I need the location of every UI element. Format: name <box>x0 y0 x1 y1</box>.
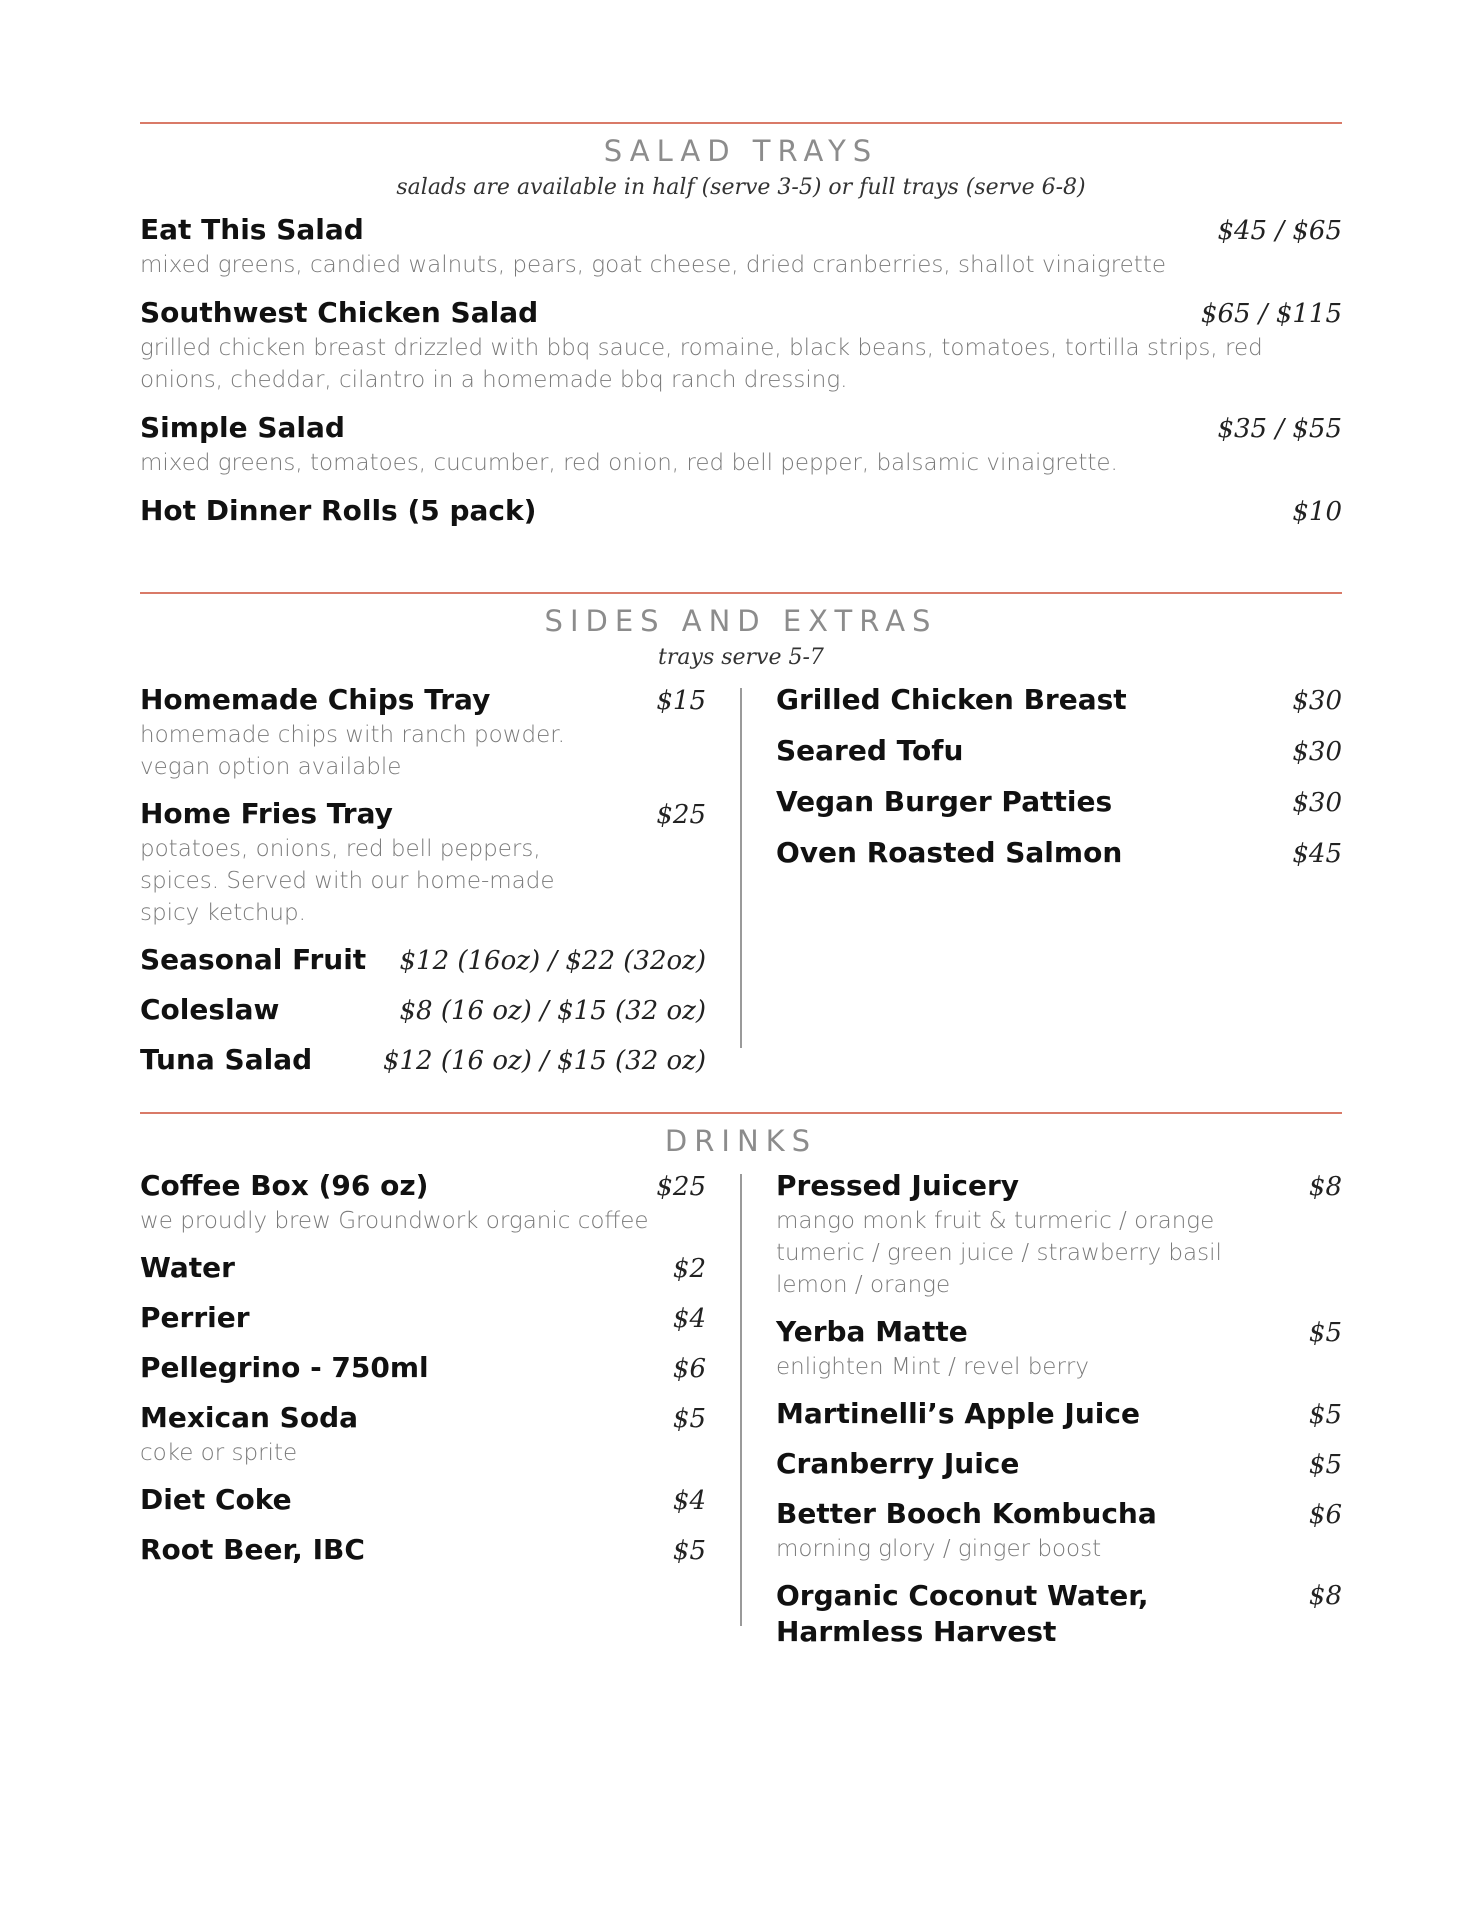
menu-item <box>140 1482 706 1519</box>
menu-item <box>776 1314 1342 1383</box>
item-description: homemade chips with ranch powder. vegan option available <box>140 722 565 780</box>
item-name: Oven Roasted Salmon <box>776 836 1123 869</box>
salad-trays-section <box>140 122 1342 544</box>
item-price: $5 <box>1308 1450 1342 1480</box>
item-price: $5 <box>1308 1318 1342 1348</box>
item-name: Seared Tofu <box>776 734 964 767</box>
menu-item <box>140 1350 706 1387</box>
item-price: $4 <box>672 1486 706 1516</box>
sides-right-column <box>776 682 1342 1092</box>
item-name: Tuna Salad <box>140 1043 313 1076</box>
item-name: Perrier <box>140 1301 250 1334</box>
section-subtitle: trays serve 5-7 <box>658 645 824 670</box>
section-divider <box>140 122 1342 124</box>
item-name: Homemade Chips Tray <box>140 683 491 716</box>
column-divider <box>740 1174 742 1626</box>
section-divider <box>140 592 1342 594</box>
item-price: $5 <box>672 1404 706 1434</box>
menu-item <box>776 784 1342 821</box>
menu-item <box>776 1446 1342 1483</box>
item-name: Pellegrino - 750ml <box>140 1351 429 1384</box>
salad-items <box>140 212 1342 530</box>
item-price: $30 <box>1292 737 1342 767</box>
item-price: $10 <box>1292 497 1342 527</box>
item-price: $30 <box>1292 788 1342 818</box>
item-price: $8 <box>1308 1581 1342 1611</box>
menu-item <box>140 682 706 783</box>
menu-item <box>776 835 1342 872</box>
item-description: mixed greens, candied walnuts, pears, goat cheese, dried cranberries, shallot vinaigrette <box>140 252 1166 278</box>
item-name: Root Beer, IBC <box>140 1533 365 1566</box>
drinks-left-column <box>140 1168 706 1663</box>
item-price: $30 <box>1292 686 1342 716</box>
item-price: $5 <box>672 1536 706 1566</box>
item-description: we proudly brew Groundwork organic coffee <box>140 1208 649 1234</box>
item-name: Eat This Salad <box>140 213 364 246</box>
menu-item <box>140 1532 706 1569</box>
menu-item <box>140 493 1342 530</box>
item-name: Hot Dinner Rolls (5 pack) <box>140 494 537 527</box>
sides-columns <box>140 682 1342 1092</box>
item-price: $12 (16oz) / $22 (32oz) <box>399 946 706 976</box>
item-price: $8 (16 oz) / $15 (32 oz) <box>399 996 706 1026</box>
sides-and-extras-section <box>140 592 1342 1092</box>
menu-item <box>140 1168 706 1237</box>
menu-item <box>140 1250 706 1287</box>
menu-item <box>776 733 1342 770</box>
item-price: $5 <box>1308 1400 1342 1430</box>
item-price: $15 <box>656 686 706 716</box>
section-subtitle: salads are available in half (serve 3-5) or full trays (serve 6-8) <box>396 175 1086 200</box>
menu-item <box>776 1168 1342 1301</box>
item-name: Pressed Juicery <box>776 1169 1020 1202</box>
item-name: Vegan Burger Patties <box>776 785 1113 818</box>
menu-item <box>140 295 1342 396</box>
section-title: SIDES AND EXTRAS <box>544 604 938 638</box>
item-name: Simple Salad <box>140 411 345 444</box>
menu-item <box>776 1496 1342 1565</box>
sides-left-column <box>140 682 706 1092</box>
item-price: $25 <box>656 800 706 830</box>
item-price: $4 <box>672 1304 706 1334</box>
item-price: $12 (16 oz) / $15 (32 oz) <box>382 1046 706 1076</box>
menu-item <box>140 992 706 1029</box>
item-name: Organic Coconut Water, Harmless Harvest <box>776 1579 1149 1648</box>
column-divider <box>740 688 742 1048</box>
item-price: $6 <box>1308 1500 1342 1530</box>
item-price: $65 / $115 <box>1200 299 1342 329</box>
item-name: Better Booch Kombucha <box>776 1497 1157 1530</box>
drinks-right-column <box>776 1168 1342 1663</box>
menu-item <box>776 682 1342 719</box>
item-name: Mexican Soda <box>140 1401 359 1434</box>
item-name: Cranberry Juice <box>776 1447 1020 1480</box>
item-description: coke or sprite <box>140 1440 298 1466</box>
item-price: $6 <box>672 1354 706 1384</box>
item-description: grilled chicken breast drizzled with bbq sauce, romaine, black beans, tomatoes, tortilla strips, red onions, cheddar, cilantro in a homemade bbq ranch dressing. <box>140 335 1263 393</box>
menu-item <box>140 212 1342 281</box>
item-name: Yerba Matte <box>776 1315 968 1348</box>
item-description: morning glory / ginger boost <box>776 1536 1102 1562</box>
item-name: Coleslaw <box>140 993 280 1026</box>
item-name: Home Fries Tray <box>140 797 393 830</box>
item-description: mixed greens, tomatoes, cucumber, red onion, red bell pepper, balsamic vinaigrette. <box>140 450 1118 476</box>
item-description: enlighten Mint / revel berry <box>776 1354 1089 1380</box>
section-title: DRINKS <box>664 1124 818 1158</box>
item-price: $35 / $55 <box>1217 414 1342 444</box>
item-name: Water <box>140 1251 235 1284</box>
item-name: Martinelli’s Apple Juice <box>776 1397 1140 1430</box>
menu-item <box>140 410 1342 479</box>
menu-item <box>140 942 706 979</box>
drinks-section <box>140 1112 1342 1663</box>
item-price: $45 <box>1292 839 1342 869</box>
drinks-columns <box>140 1168 1342 1663</box>
item-description: potatoes, onions, red bell peppers, spices. Served with our home-made spicy ketchup. <box>140 836 555 926</box>
menu-item <box>140 1042 706 1079</box>
menu-item <box>140 796 706 929</box>
item-name: Diet Coke <box>140 1483 292 1516</box>
item-price: $45 / $65 <box>1217 216 1342 246</box>
item-price: $8 <box>1308 1172 1342 1202</box>
item-price: $2 <box>672 1254 706 1284</box>
item-name: Coffee Box (96 oz) <box>140 1169 429 1202</box>
item-price: $25 <box>656 1172 706 1202</box>
item-description: mango monk fruit & turmeric / orange tumeric / green juice / strawberry basil lemon / orange <box>776 1208 1222 1298</box>
item-name: Seasonal Fruit <box>140 943 367 976</box>
section-divider <box>140 1112 1342 1114</box>
item-name: Grilled Chicken Breast <box>776 683 1127 716</box>
menu-item <box>776 1578 1342 1650</box>
section-title: SALAD TRAYS <box>603 134 879 168</box>
menu-item <box>140 1300 706 1337</box>
menu-item <box>140 1400 706 1469</box>
menu-item <box>776 1396 1342 1433</box>
item-name: Southwest Chicken Salad <box>140 296 539 329</box>
